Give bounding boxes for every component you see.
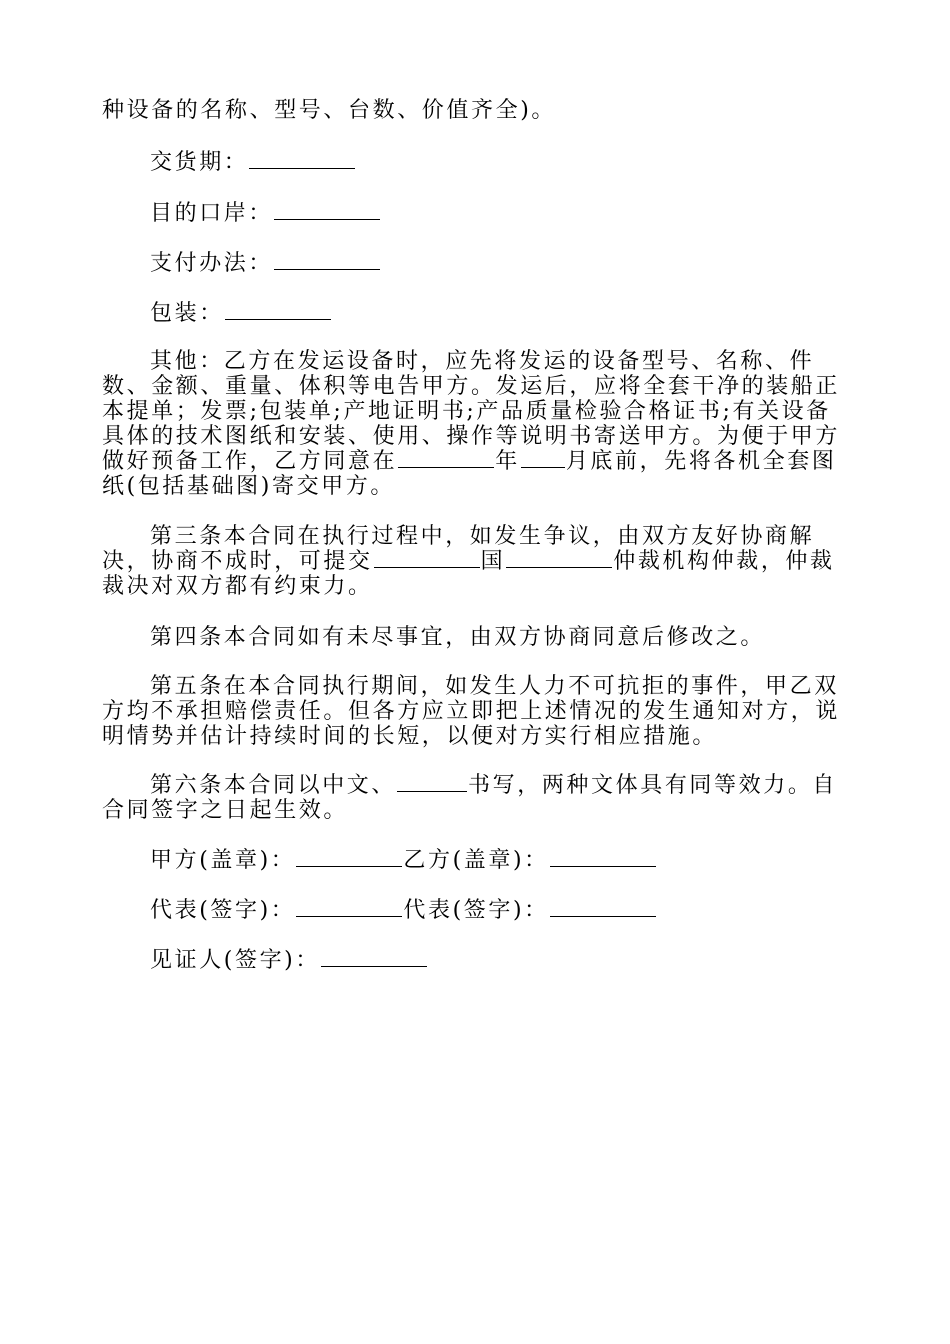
arbitration-blank [506, 566, 612, 568]
port-line [102, 201, 850, 226]
delivery-line [102, 150, 850, 175]
rep-b-signature-blank [550, 915, 656, 917]
year-blank [398, 466, 494, 468]
delivery-blank [249, 167, 355, 169]
payment-label: 支付办法： [150, 251, 274, 276]
payment-blank [274, 268, 380, 270]
port-label: 目的口岸： [150, 201, 274, 226]
signature-representative-line [102, 898, 850, 923]
party-b-seal-blank [550, 865, 656, 867]
language-blank [397, 790, 467, 792]
paragraph-article-5: 第五条在本合同执行期间，如发生人力不可抗拒的事件，甲乙双方均不承担赔偿责任。但各方应立即把上述情况的发生通知对方，说明情势并估计持续时间的长短，以便对方实行相应措施。 [102, 674, 841, 749]
rep-a-signature-blank [296, 915, 402, 917]
paragraph-equipment-list-end: 种设备的名称、型号、台数、价值齐全)。 [102, 98, 556, 123]
delivery-label: 交货期： [150, 150, 249, 175]
paragraph-article-6: 第六条本合同以中文、 书写，两种文体具有同等效力。自合同签字之日起生效。 [102, 773, 838, 823]
country-blank [374, 566, 480, 568]
rep-a-label: 代表(签字)： [150, 898, 296, 923]
port-blank [274, 218, 380, 220]
rep-b-label: 代表(签字)： [403, 898, 549, 923]
paragraph-article-4: 第四条本合同如有未尽事宜，由双方协商同意后修改之。 [150, 625, 766, 650]
witness-label: 见证人(签字)： [150, 948, 320, 973]
party-a-seal-blank [296, 865, 402, 867]
party-b-label: 乙方(盖章)： [403, 848, 549, 873]
witness-line [102, 948, 850, 973]
payment-line [102, 251, 850, 276]
party-a-label: 甲方(盖章)： [150, 848, 296, 873]
signature-party-line [102, 848, 850, 873]
paragraph-article-3: 第三条本合同在执行过程中，如发生争议，由双方友好协商解决，协商不成时，可提交 国 仲裁机构仲裁，仲裁裁决对双方都有约束力。 [102, 524, 835, 599]
witness-signature-blank [321, 965, 427, 967]
packing-blank [225, 318, 331, 320]
month-blank [521, 466, 565, 468]
packing-label: 包装： [150, 301, 224, 326]
paragraph-other: 其他：乙方在发运设备时，应先将发运的设备型号、名称、件数、金额、重量、体积等电告甲方。发运后，应将全套干净的装船正本提单；发票;包装单;产地证明书;产品质量检验合格证书;有关设备具体的技术图纸和安装、使用、操作等说明书寄送甲方。为便于甲方做好预备工作，乙方同意在 年 月底前，先将各机全套图纸(包括基础图)寄交甲方。 [102, 349, 841, 499]
packing-line [102, 301, 850, 326]
